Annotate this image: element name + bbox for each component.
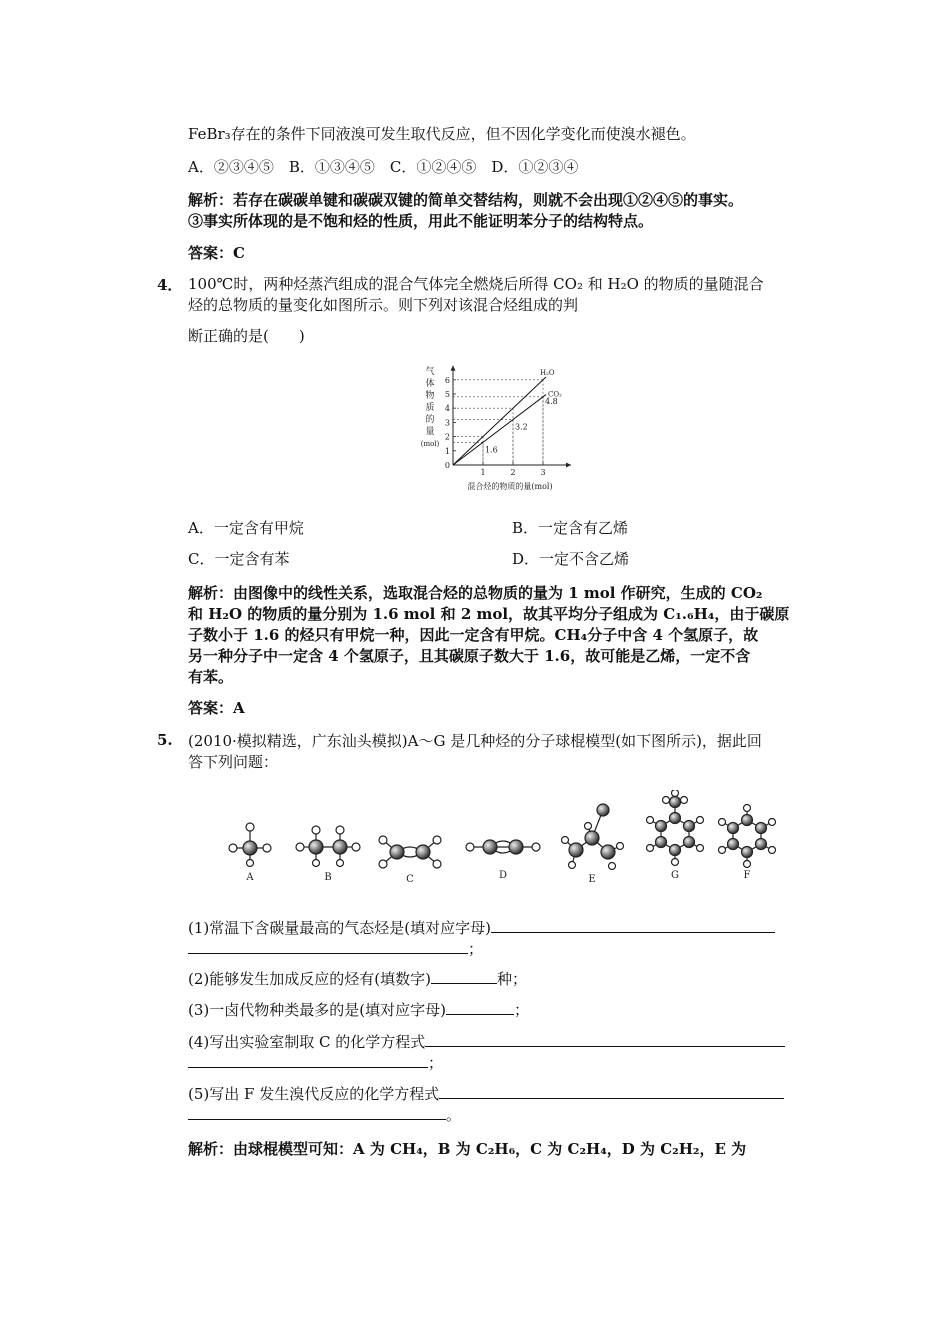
y-tick-label: 5 [444, 390, 450, 399]
model-d [466, 840, 540, 854]
q3-options: A．②③④⑤ B．①③④⑤ C．①②④⑤ D．①②③④ [188, 158, 579, 176]
q4-option-a: A．一定含有甲烷 [188, 519, 304, 537]
q5-sub1-blank-b[interactable] [188, 939, 468, 954]
y-axis-label: 物 [425, 391, 435, 401]
q4-option-b: B．一定含有乙烯 [512, 519, 629, 537]
x-axis-arrow [566, 463, 571, 468]
q3-analysis-1: 解析：若存在碳碳单键和碳碳双键的简单交替结构，则就不会出现①②④⑤的事实。 [188, 191, 744, 209]
q5-sub4-cont: ； [188, 1053, 808, 1074]
q4-analysis-1: 解析：由图像中的线性关系，选取混合烃的总物质的量为 1 mol 作研究，生成的 CO₂ [188, 584, 763, 602]
line-chart [415, 360, 585, 495]
model-e [562, 804, 624, 870]
q3-answer: 答案：C [188, 244, 245, 262]
y-axis-label: 气 [425, 367, 435, 377]
y-tick-label: 2 [444, 432, 450, 442]
q4-analysis-4: 另一种分子中一定含 4 个氢原子，且其碳原子数大于 1.6，故可能是乙烯，一定不含 [188, 647, 751, 665]
q5-sub5-blank-b[interactable] [188, 1105, 446, 1120]
q5-sub1: (1)常温下含碳量最高的气态烃是(填对应字母) [188, 918, 808, 939]
y-tick-label: 3 [444, 418, 450, 428]
model-label-c: C [406, 874, 414, 885]
q5-sub1-blank-a[interactable] [491, 918, 775, 933]
q4-analysis-2: 和 H₂O 的物质的量分别为 1.6 mol 和 2 mol，故其平均分子组成为 C₁.₆H₄，由于碳原 [188, 605, 790, 623]
q5-sub4-blank-a[interactable] [425, 1032, 785, 1047]
q4-stem-3: 断正确的是( ) [188, 327, 305, 345]
q5-sub3: (3)一卤代物种类最多的是(填对应字母) ； [188, 1001, 529, 1019]
q5-sub3-blank[interactable] [446, 1000, 514, 1015]
q5-sub5-cont: 。 [188, 1105, 808, 1126]
x-tick-label: 1 [480, 468, 486, 477]
y-axis-label: (mol) [420, 440, 440, 448]
data-label: 3.2 [515, 422, 528, 432]
series-label-1: CO₂ [548, 390, 562, 399]
y-axis-label: 体 [425, 379, 435, 389]
q5-sub4-blank-b[interactable] [188, 1053, 428, 1068]
y-tick-label: 6 [444, 375, 450, 385]
model-c [379, 836, 441, 868]
q5-sub1-cont: ； [188, 939, 808, 960]
q4-number: 4． [157, 276, 183, 294]
q4-stem-1: 100℃时，两种烃蒸汽组成的混合气体完全燃烧后所得 CO₂ 和 H₂O 的物质的量随混合 [188, 275, 764, 293]
model-label-d: D [498, 870, 508, 881]
model-label-a: A [246, 872, 254, 883]
model-label-f: F [743, 870, 751, 881]
q4-analysis-5: 有苯。 [188, 668, 234, 686]
molecule-models-figure [220, 790, 790, 885]
model-label-e: E [588, 874, 596, 885]
y-axis-arrow [451, 366, 456, 371]
q5-number: 5. [157, 731, 173, 749]
q5-sub2: (2)能够发生加成反应的烃有(填数字) 种； [188, 970, 527, 988]
q5-analysis: 解析：由球棍模型可知：A 为 CH₄，B 为 C₂H₆，C 为 C₂H₄，D 为 C₂H₂，E 为 [188, 1140, 747, 1158]
model-g [647, 790, 704, 866]
q4-stem-2: 烃的总物质的量变化如图所示。则下列对该混合烃组成的判 [188, 296, 579, 314]
series-label-0: H₂O [540, 368, 555, 377]
q5-stem-2: 答下列问题： [188, 753, 279, 771]
model-label-g: G [671, 870, 679, 881]
q5-stem-1: (2010·模拟精选，广东汕头模拟)A～G 是几种烃的分子球棍模型(如下图所示)，据此回 [188, 732, 762, 750]
model-a [229, 823, 271, 867]
q5-sub4: (4)写出实验室制取 C 的化学方程式 [188, 1032, 808, 1053]
y-axis-label: 量 [425, 427, 435, 437]
series-line-1 [453, 395, 546, 465]
q4-answer: 答案：A [188, 699, 245, 717]
data-label: 1.6 [485, 445, 498, 455]
q5-sub5-blank-a[interactable] [439, 1084, 784, 1099]
q3-analysis-2: ③事实所体现的是不饱和烃的性质，用此不能证明苯分子的结构特点。 [188, 212, 654, 230]
series-line-0 [453, 377, 546, 465]
x-tick-label: 2 [510, 468, 516, 477]
q4-option-c: C．一定含有苯 [188, 550, 290, 568]
model-label-b: B [324, 872, 332, 883]
y-tick-label: 0 [444, 461, 450, 470]
y-tick-label: 1 [444, 446, 450, 456]
q4-option-d: D．一定不含乙烯 [512, 550, 630, 568]
x-tick-label: 3 [540, 468, 546, 477]
model-b [296, 826, 360, 867]
q3-line1: FeBr₃存在的条件下同液溴可发生取代反应，但不因化学变化而使溴水褪色。 [188, 125, 696, 143]
q5-sub2-blank[interactable] [431, 969, 497, 984]
x-axis-label: 混合烃的物质的量(mol) [467, 482, 553, 491]
y-axis-label: 的 [425, 415, 435, 425]
q4-analysis-3: 子数小于 1.6 的烃只有甲烷一种，因此一定含有甲烷。CH₄分子中含 4 个氢原子，故 [188, 626, 759, 644]
y-tick-label: 4 [444, 404, 450, 414]
q5-sub5: (5)写出 F 发生溴代反应的化学方程式 [188, 1084, 808, 1105]
y-axis-label: 质 [425, 403, 435, 413]
model-f [719, 805, 776, 868]
data-label: 4.8 [545, 396, 558, 406]
